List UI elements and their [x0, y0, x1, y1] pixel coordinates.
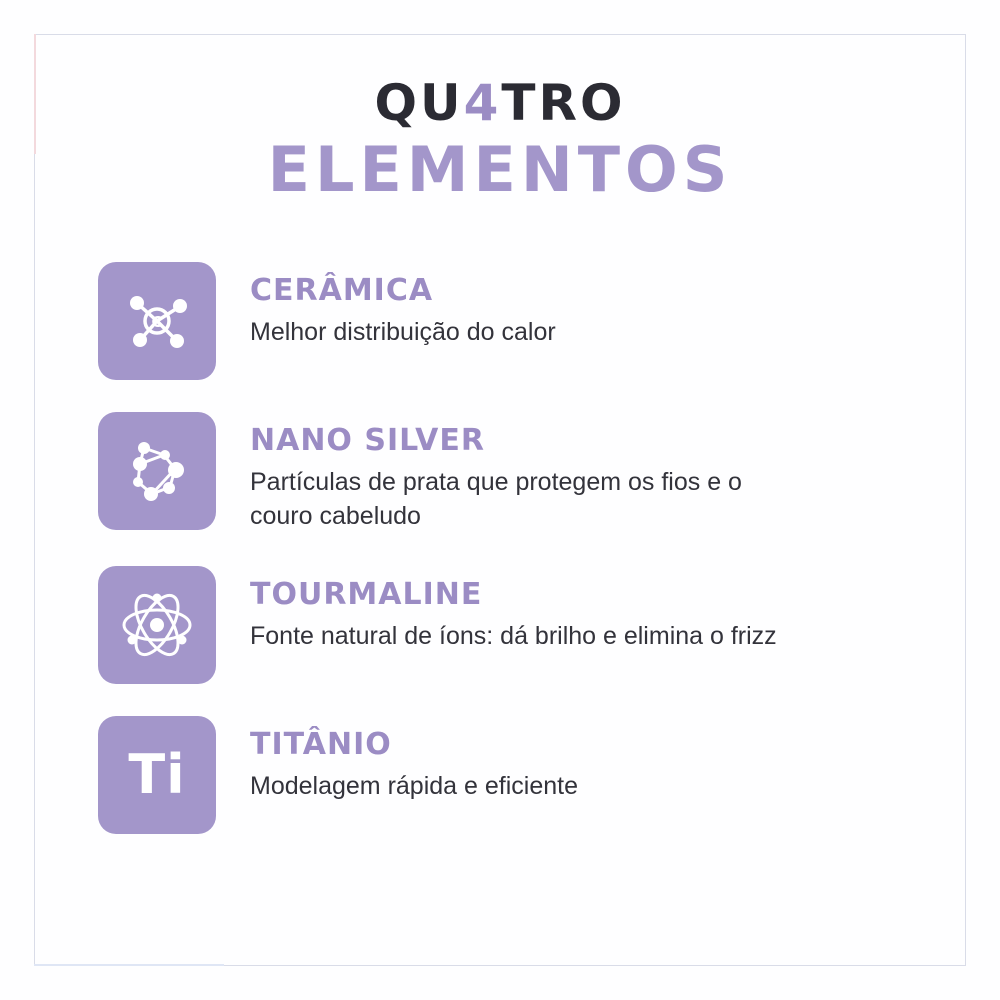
feature-text: [250, 262, 556, 350]
title-quatro-pre: QU: [374, 74, 464, 132]
feature-description: Fonte natural de íons: dá brilho e elimina o frizz: [250, 621, 777, 650]
frame-accent-bottom: [34, 964, 224, 966]
list-item: [98, 412, 918, 534]
list-item: [98, 262, 918, 380]
list-item: [98, 566, 918, 684]
title-quatro-accent: 4: [463, 74, 502, 132]
titanium-symbol-label: Ti: [128, 743, 186, 806]
feature-title: TITÂNIO: [250, 726, 392, 762]
feature-text: [250, 566, 777, 654]
title-line-one: [0, 74, 1000, 132]
feature-text: [250, 716, 578, 804]
feature-title: TOURMALINE: [250, 576, 483, 612]
nano-silver-chain-icon: [98, 412, 216, 530]
feature-description: Partículas de prata que protegem os fios e o couro cabeludo: [250, 468, 742, 530]
feature-description: Modelagem rápida e eficiente: [250, 771, 578, 800]
feature-text: [250, 412, 810, 534]
molecule-ceramic-icon: [98, 262, 216, 380]
feature-title: CERÂMICA: [250, 273, 434, 308]
feature-description: Melhor distribuição do calor: [250, 318, 556, 346]
atom-orbit-icon: [98, 566, 216, 684]
feature-title: NANO SILVER: [250, 423, 485, 458]
feature-list: [98, 262, 918, 866]
title-quatro-post: TRO: [501, 74, 626, 132]
titanium-symbol-icon: [98, 716, 216, 834]
title-line-two: ELEMENTOS: [267, 133, 733, 206]
svg-text:C: C: [151, 313, 163, 331]
list-item: [98, 716, 918, 834]
page-title: [0, 74, 1000, 206]
